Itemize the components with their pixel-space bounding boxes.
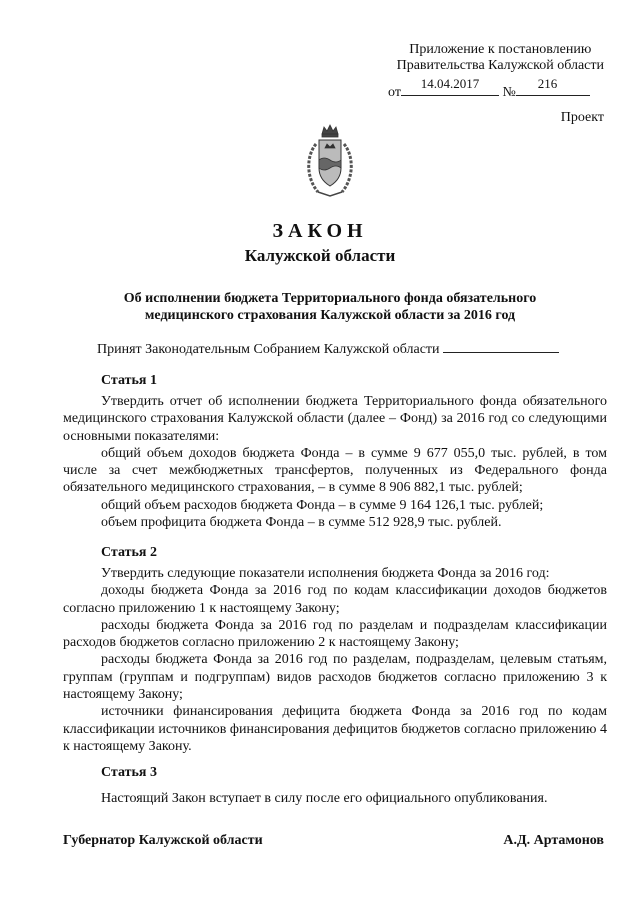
- article-3-body: [63, 790, 607, 807]
- article-2-paragraph-5: источники финансирования дефицита бюджета Фонда за 2016 год по кодам классификации источников финансирования дефицитов бюджетов согласно приложению 4 к настоящему Закону.: [63, 704, 607, 754]
- number-prefix: №: [502, 85, 516, 100]
- article-1-body: [63, 393, 607, 531]
- article-2-title: Статья 2: [101, 545, 157, 560]
- coat-of-arms-emblem: [300, 122, 360, 202]
- article-1-title: Статья 1: [101, 373, 157, 388]
- appendix-line-2: Правительства Калужской области: [396, 58, 604, 73]
- article-1-paragraph-3: общий объем расходов бюджета Фонда – в сумме 9 164 126,1 тыс. рублей;: [101, 497, 544, 513]
- governor-title: Губернатор Калужской области: [63, 833, 263, 848]
- number-value: 216: [537, 76, 558, 91]
- draft-label: Проект: [560, 110, 604, 125]
- adopted-text: Принят Законодательным Собранием Калужской области: [97, 342, 440, 357]
- article-2-paragraph-4: расходы бюджета Фонда за 2016 год по разделам, подразделам, целевым статьям, группам (группам и подгруппам) видов расходов бюджетов согласно приложению 3 к настоящему Закону;: [63, 652, 607, 703]
- appendix-line-1: Приложение к постановлению: [409, 42, 592, 57]
- date-value: 14.04.2017: [420, 76, 480, 91]
- article-3-paragraph-1: Настоящий Закон вступает в силу после его официального опубликования.: [101, 791, 548, 806]
- adopted-line: [97, 340, 559, 358]
- article-3-title: Статья 3: [101, 765, 157, 780]
- article-1-paragraph-2: общий объем доходов бюджета Фонда – в сумме 9 677 055,0 тыс. рублей, в том числе за счет межбюджетных трансфертов, полученных из Федерального фонда обязательного медицинского страхования, – в сумме 8 906 882,1 тыс. рублей;: [63, 445, 607, 496]
- article-2-paragraph-1: Утвердить следующие показатели исполнения бюджета Фонда за 2016 год:: [101, 566, 550, 581]
- adopted-date-blank: [443, 340, 559, 353]
- article-2-paragraph-3: расходы бюджета Фонда за 2016 год по разделам и подразделам классификации расходов бюджетов согласно приложению 2 к настоящему Закону;: [63, 617, 607, 651]
- appendix-block: [397, 42, 604, 74]
- region-title: Калужской области: [244, 246, 396, 265]
- article-2-paragraph-2: доходы бюджета Фонда за 2016 год по кодам классификации доходов бюджетов согласно приложению 1 к настоящему Закону;: [63, 583, 607, 616]
- article-2-body: [63, 565, 607, 755]
- number-field: [516, 76, 590, 96]
- article-1-paragraph-4: объем профицита бюджета Фонда – в сумме 512 928,9 тыс. рублей.: [101, 515, 502, 531]
- article-1-paragraph-1: Утвердить отчет об исполнении бюджета Территориального фонда обязательного медицинского страхования Калужской области (далее – Фонд) за 2016 год со следующими основными показателями:: [63, 394, 607, 444]
- law-heading: Об исполнении бюджета Территориального фонда обязательного медицинского страхования Калужской области за 2016 год: [123, 291, 537, 323]
- date-number-line: [388, 76, 590, 101]
- law-title: ЗАКОН: [272, 220, 368, 242]
- signer-name: А.Д. Артамонов: [503, 833, 604, 848]
- date-field: [401, 76, 499, 96]
- date-prefix: от: [388, 85, 401, 100]
